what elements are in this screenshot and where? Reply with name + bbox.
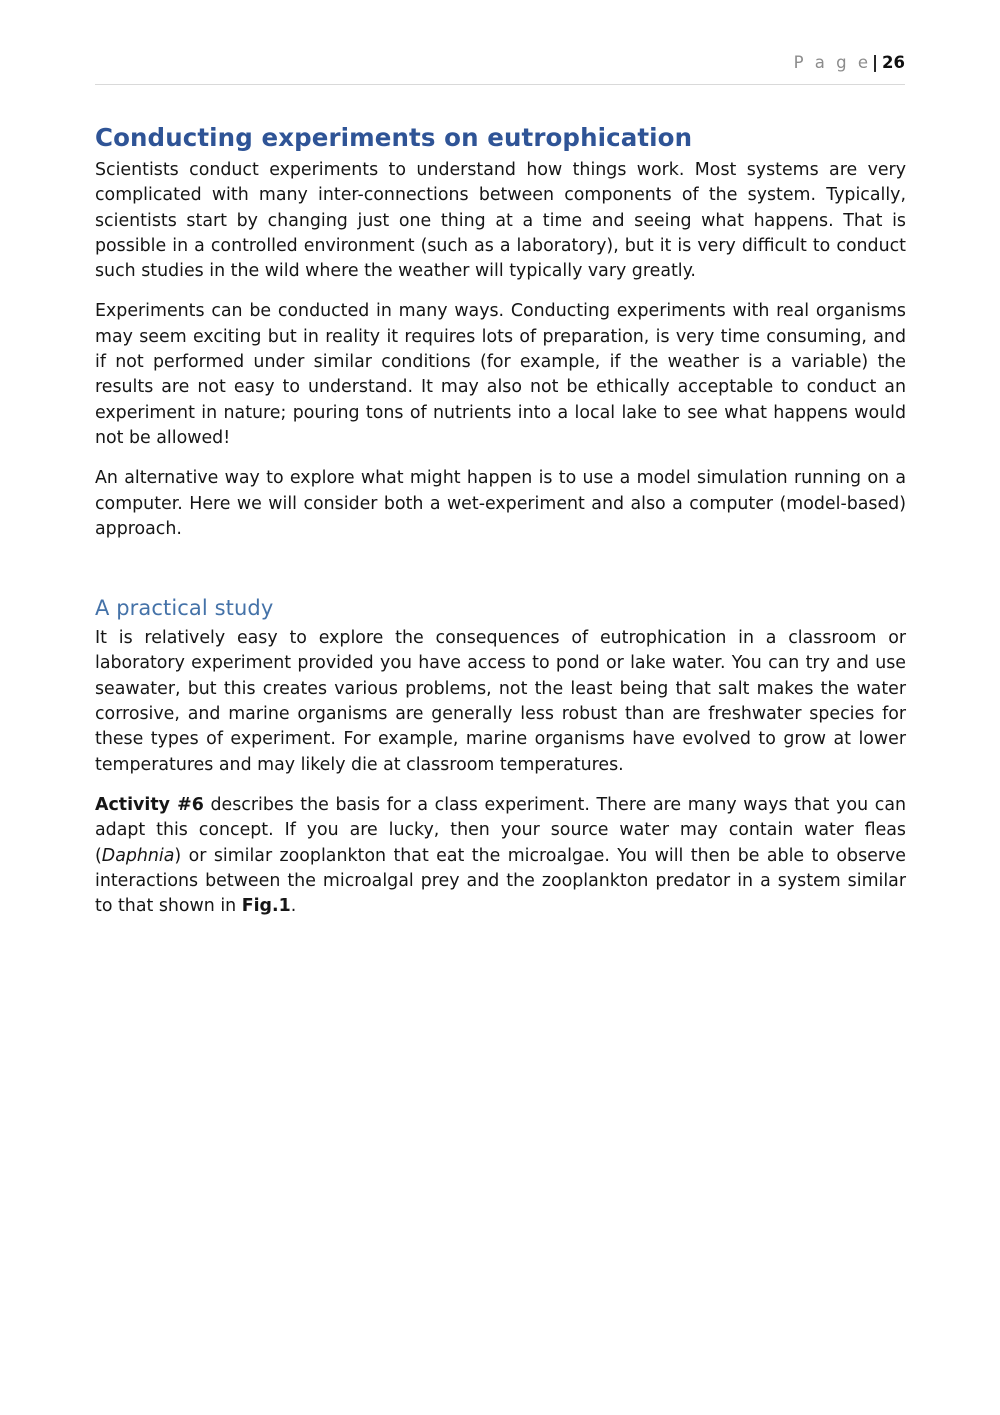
paragraph-activity-six <box>95 793 906 919</box>
document-body <box>95 122 906 919</box>
header-separator: | <box>872 53 879 72</box>
paragraph-model-simulation: An alternative way to explore what might happen is to use a model simulation running on a computer. Here we will consider both a wet-experiment and also a computer (model-based) approach. <box>95 468 906 539</box>
section-spacer <box>95 557 906 593</box>
activity-label: Activity #6 <box>95 794 204 815</box>
activity-text-part-1: describes the basis for a class experiment. There are many ways that you can adapt this concept. If you are lucky, then your source water may contain water fleas ( <box>95 794 906 866</box>
figure-reference: Fig.1 <box>241 896 291 917</box>
paragraph-practical-study: It is relatively easy to explore the consequences of eutrophication in a classroom or laboratory experiment provided you have access to pond or lake water. You can try and use seawater, but this creates various problems, not the least being that salt makes the water corrosive, and marine organisms are generally less robust than are freshwater species for these types of experiment. For example, marine organisms have evolved to grow at lower temperatures and may likely die at classroom temperatures. <box>95 628 906 775</box>
page-title: Conducting experiments on eutrophication <box>95 123 693 152</box>
activity-text-part-2: ) or similar zooplankton that eat the microalgae. You will then be able to observe interactions between the microalgal prey and the zooplankton predator in a system similar to that shown in <box>95 845 906 917</box>
header-divider-rule <box>95 84 905 85</box>
species-name-daphnia: Daphnia <box>101 845 175 866</box>
page-number-value: 26 <box>882 53 905 72</box>
running-header <box>95 52 905 86</box>
page-label: P a g e <box>793 53 871 72</box>
paragraph-experiment-ways: Experiments can be conducted in many ways. Conducting experiments with real organisms may seem exciting but in reality it requires lots of preparation, is very time consuming, and if not performed under similar conditions (for example, if the weather is a variable) the results are not easy to understand. It may also not be ethically acceptable to conduct an experiment in nature; pouring tons of nutrients into a local lake to see what happens would not be allowed! <box>95 301 906 448</box>
page-number-header <box>95 52 905 74</box>
activity-text-part-3: . <box>290 896 297 917</box>
paragraph-intro-experiments: Scientists conduct experiments to understand how things work. Most systems are very complicated with many inter-connections between components of the system. Typically, scientists start by changing just one thing at a time and seeing what happens. That is possible in a controlled environment (such as a laboratory), but it is very difficult to conduct such studies in the wild where the weather will typically vary greatly. <box>95 160 906 282</box>
section-heading-practical-study: A practical study <box>95 596 274 621</box>
